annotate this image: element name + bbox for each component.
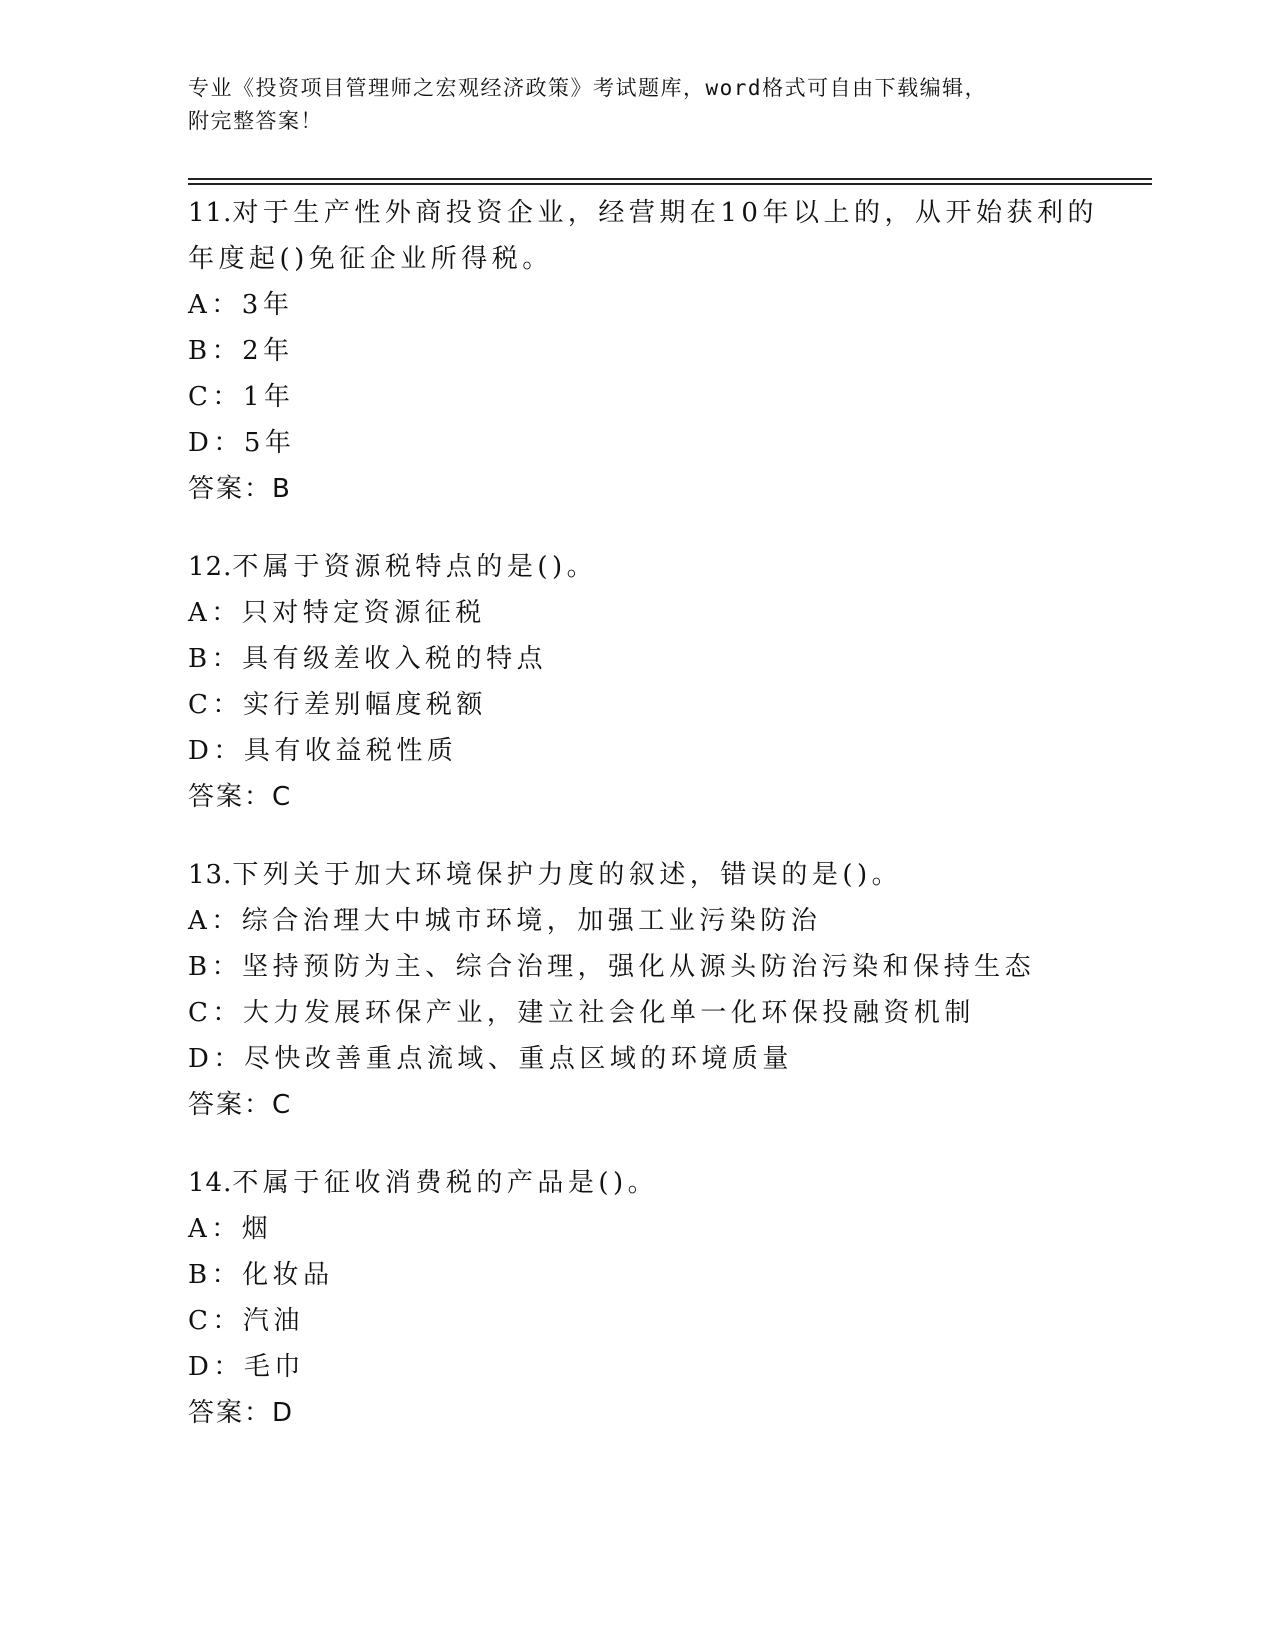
question-list xyxy=(188,190,1148,1468)
question-stem-line-1: 不属于征收消费税的产品是()。 xyxy=(232,1168,659,1198)
header-line-2: 附完整答案！ xyxy=(188,109,323,133)
option-b: B：坚持预防为主、综合治理，强化从源头防治污染和保持生态 xyxy=(188,952,1036,982)
option-c: C：大力发展环保产业，建立社会化单一化环保投融资机制 xyxy=(188,998,975,1028)
question-stem-line-1: 不属于资源税特点的是()。 xyxy=(232,552,598,582)
option-d: D：尽快改善重点流域、重点区域的环境质量 xyxy=(188,1044,793,1074)
question-number: 11. xyxy=(188,198,233,228)
question-text xyxy=(188,190,1148,236)
answer: 答案：C xyxy=(188,782,293,812)
question-stem-line-2: 年度起()免征企业所得税。 xyxy=(188,244,553,274)
question-number: 12. xyxy=(188,552,233,582)
option-a: A：烟 xyxy=(188,1214,273,1244)
question-stem-line-1: 下列关于加大环境保护力度的叙述，错误的是()。 xyxy=(232,860,903,890)
question-11 xyxy=(188,190,1148,512)
header-divider-bottom xyxy=(188,183,1152,185)
question-number: 13. xyxy=(188,860,233,890)
option-a: A：3年 xyxy=(188,290,294,320)
question-text xyxy=(188,1160,1148,1206)
option-a: A：只对特定资源征税 xyxy=(188,598,486,628)
option-d: D：5年 xyxy=(188,428,296,458)
answer: 答案：B xyxy=(188,474,292,504)
question-number: 14. xyxy=(188,1168,233,1198)
header-line-1: 专业《投资项目管理师之宏观经济政策》考试题库，word格式可自由下载编辑， xyxy=(188,76,988,100)
option-c: C：汽油 xyxy=(188,1306,304,1336)
option-c: C：1年 xyxy=(188,382,295,412)
option-b: B：具有级差收入税的特点 xyxy=(188,644,548,674)
question-13 xyxy=(188,852,1148,1128)
option-a: A：综合治理大中城市环境，加强工业污染防治 xyxy=(188,906,822,936)
option-d: D：毛巾 xyxy=(188,1352,305,1382)
option-b: B：2年 xyxy=(188,336,294,366)
question-14 xyxy=(188,1160,1148,1436)
question-12 xyxy=(188,544,1148,820)
option-b: B：化妆品 xyxy=(188,1260,334,1290)
document-header xyxy=(188,72,1068,138)
question-text xyxy=(188,852,1148,898)
answer: 答案：D xyxy=(188,1398,295,1428)
option-c: C：实行差别幅度税额 xyxy=(188,690,487,720)
question-text xyxy=(188,544,1148,590)
header-divider-top xyxy=(188,178,1152,180)
answer: 答案：C xyxy=(188,1090,293,1120)
question-stem-line-1: 对于生产性外商投资企业，经营期在10年以上的，从开始获利的 xyxy=(232,198,1098,228)
option-d: D：具有收益税性质 xyxy=(188,736,458,766)
